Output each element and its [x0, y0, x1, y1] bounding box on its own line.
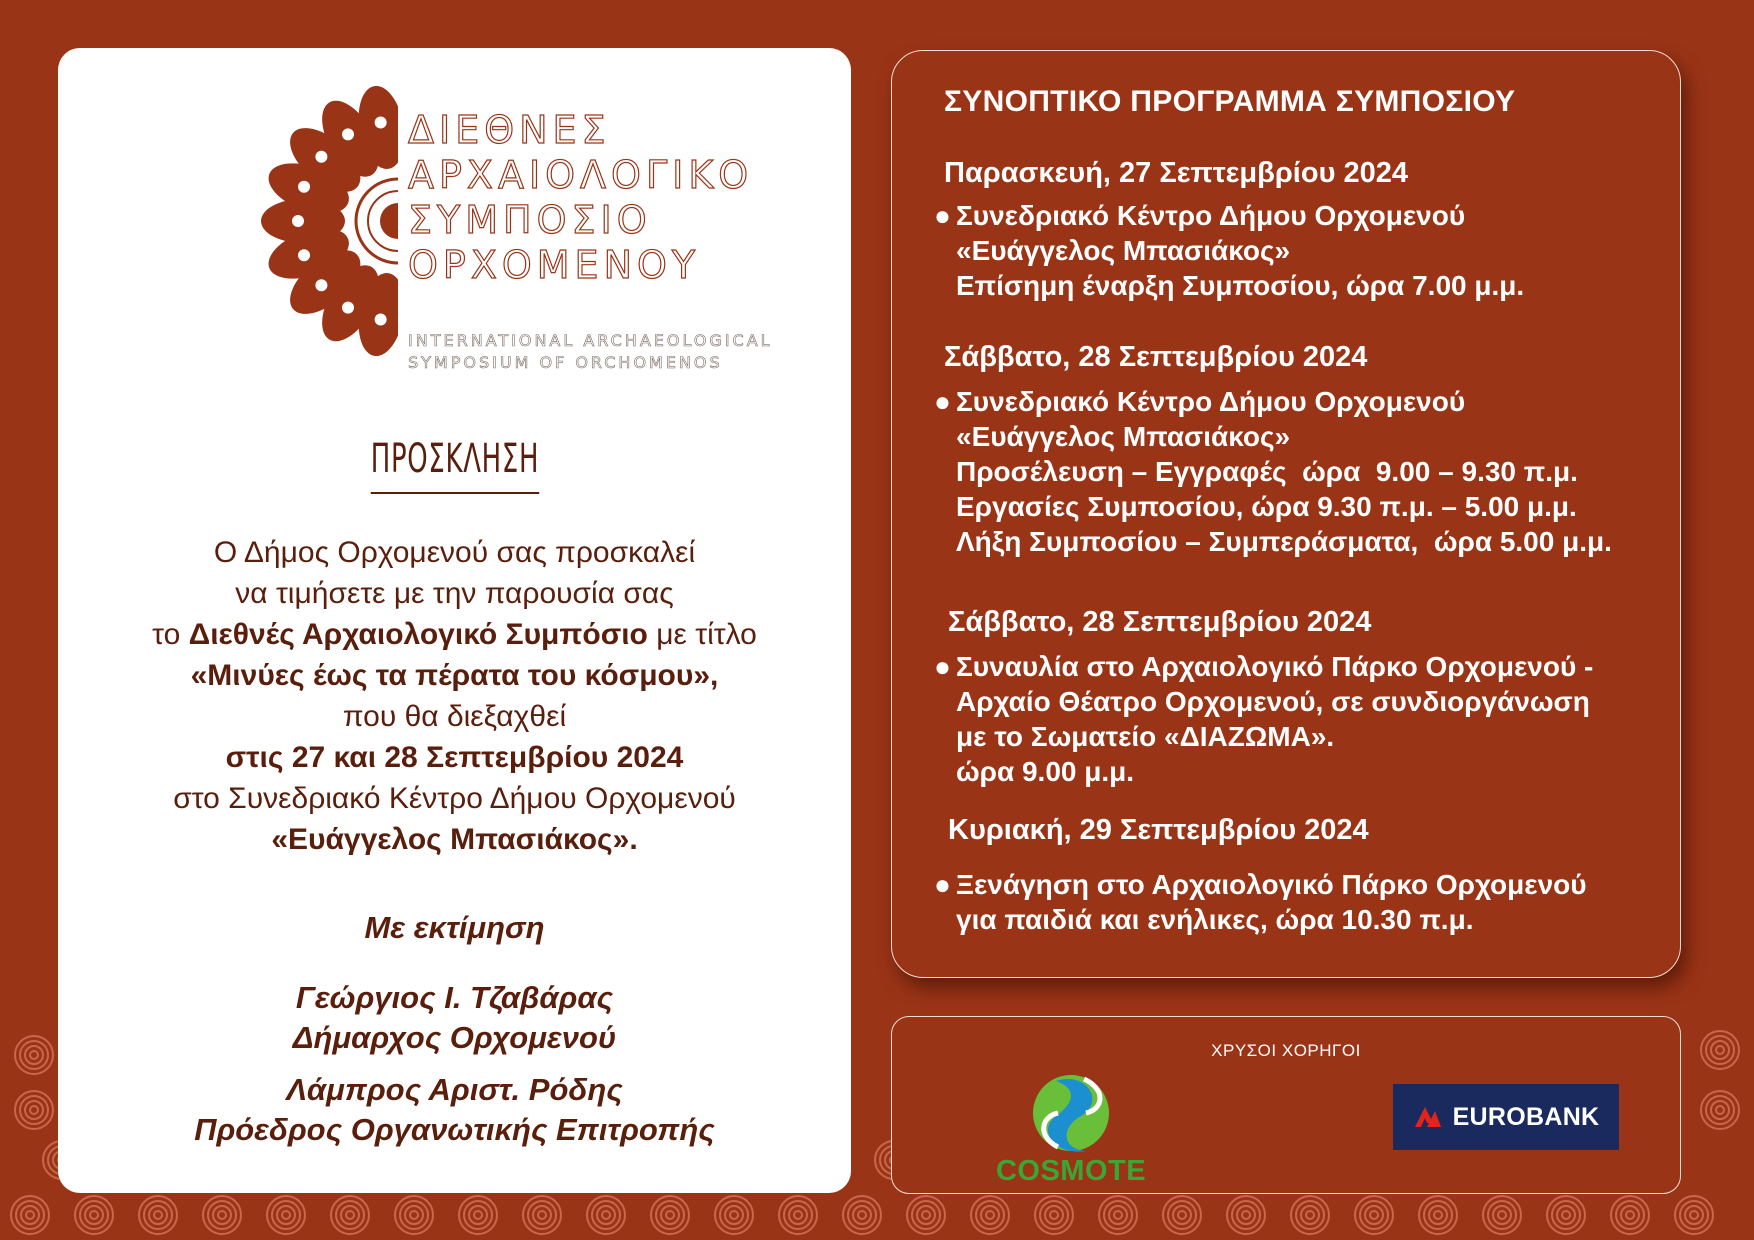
spiral-ornament	[1163, 1196, 1201, 1234]
spiral-ornament	[1483, 1196, 1521, 1234]
spiral-ornament	[267, 1196, 305, 1234]
signature-committee-president	[58, 1070, 851, 1150]
logo-petal-dot	[375, 313, 387, 325]
logo-petal-dot	[298, 249, 310, 261]
logo-petal-dot	[315, 151, 327, 163]
invitation-heading: ΠΡΟΣΚΛΗΣΗ	[370, 436, 538, 494]
invitation-heading-wrap	[58, 436, 851, 494]
spiral-ornament	[1547, 1196, 1585, 1234]
cosmote-logo	[986, 1061, 1156, 1187]
eurobank-mark-icon	[1413, 1105, 1443, 1129]
invitation-line: στο Συνεδριακό Κέντρο Δήμου Ορχομενού	[173, 782, 736, 815]
logo-greek-line: ΣΥΜΠΟΣΙΟ	[408, 198, 652, 242]
spiral-ornament	[459, 1196, 497, 1234]
logo-greek-title	[408, 108, 753, 288]
invitation-text-span: με τίτλο	[647, 618, 757, 651]
signature-mayor	[58, 978, 851, 1058]
program-line: Συνεδριακό Κέντρο Δήμου Ορχομενού	[956, 386, 1466, 417]
program-line: Εργασίες Συμποσίου, ώρα 9.30 π.μ. – 5.00 μ.μ.	[956, 491, 1577, 522]
signer-role: Πρόεδρος Οργανωτικής Επιτροπής	[194, 1112, 715, 1147]
sponsors-title: ΧΡΥΣΟΙ ΧΟΡΗΓΟΙ	[1211, 1041, 1361, 1060]
spiral-ornament	[15, 1036, 53, 1074]
signer-name: Λάμπρος Αριστ. Ρόδης	[286, 1072, 623, 1107]
spiral-ornament	[203, 1196, 241, 1234]
signer-name: Γεώργιος Ι. Τζαβάρας	[295, 980, 614, 1015]
spiral-ornament	[1701, 1031, 1739, 1069]
program-line: Συνεδριακό Κέντρο Δήμου Ορχομενού	[956, 200, 1466, 231]
spiral-ornament	[331, 1196, 369, 1234]
spiral-ornament	[1701, 1091, 1739, 1129]
spiral-ornament	[651, 1196, 689, 1234]
eurobank-logo	[1393, 1084, 1619, 1150]
program-line: Αρχαίο Θέατρο Ορχομενού, σε συνδιοργάνωση	[956, 686, 1590, 717]
symposium-dates: στις 27 και 28 Σεπτεμβρίου 2024	[225, 741, 684, 774]
program-line: Επίσημη έναρξη Συμποσίου, ώρα 7.00 μ.μ.	[956, 270, 1525, 301]
spiral-ornament	[843, 1196, 881, 1234]
invitation-line	[58, 655, 851, 696]
program-line: ώρα 9.00 μ.μ.	[956, 756, 1135, 787]
invitation-line: που θα διεξαχθεί	[342, 700, 567, 733]
logo-english-title	[408, 330, 773, 374]
spiral-ornament	[395, 1196, 433, 1234]
logo-english-line: SYMPOSIUM OF ORCHOMENOS	[408, 353, 723, 372]
bullet-icon: ●	[934, 200, 951, 231]
logo-english-line: INTERNATIONAL ARCHAEOLOGICAL	[408, 331, 773, 350]
invitation-text-span: το	[152, 618, 189, 651]
spiral-ornament	[1611, 1196, 1649, 1234]
invitation-line	[58, 614, 851, 655]
program-title: ΣΥΝΟΠΤΙΚΟ ΠΡΟΓΡΑΜΜΑ ΣΥΜΠΟΣΙΟΥ	[944, 85, 1516, 118]
program-day-date: Σάββατο, 28 Σεπτεμβρίου 2024	[948, 606, 1372, 638]
program-day-date: Σάββατο, 28 Σεπτεμβρίου 2024	[944, 341, 1368, 373]
spiral-ornament	[1291, 1196, 1329, 1234]
eurobank-wordmark: EUROBANK	[1452, 1102, 1600, 1131]
program-line: για παιδιά και ενήλικες, ώρα 10.30 π.μ.	[956, 904, 1474, 935]
symposium-name: Διεθνές Αρχαιολογικό Συμπόσιο	[188, 618, 648, 651]
bullet-icon: ●	[934, 386, 951, 417]
program-line: Προσέλευση – Εγγραφές ώρα 9.00 – 9.30 π.μ.	[956, 456, 1578, 487]
program-line: «Ευάγγελος Μπασιάκος»	[956, 421, 1291, 452]
spiral-ornament	[1675, 1196, 1713, 1234]
spiral-ornament	[1099, 1196, 1137, 1234]
program-line: Ξενάγηση στο Αρχαιολογικό Πάρκο Ορχομενού	[956, 869, 1587, 900]
logo-petal-dot	[375, 117, 387, 129]
sunburst-logo-icon	[248, 76, 398, 366]
program-day-date: Παρασκευή, 27 Σεπτεμβρίου 2024	[944, 157, 1409, 189]
symposium-logo	[248, 76, 788, 376]
cosmote-swirl-icon	[986, 1061, 1156, 1161]
spiral-ornament	[523, 1196, 561, 1234]
logo-petal-dot	[342, 302, 354, 314]
program-line: «Ευάγγελος Μπασιάκος»	[956, 235, 1291, 266]
spiral-ornament	[15, 1091, 53, 1129]
invitation-text	[58, 532, 851, 860]
logo-petal-dot	[342, 128, 354, 140]
program-line: με το Σωματείο «ΔΙΑΖΩΜΑ».	[956, 721, 1335, 752]
logo-petal-dot	[298, 181, 310, 193]
bullet-icon: ●	[934, 651, 951, 682]
logo-petal-dot	[315, 279, 327, 291]
spiral-ornament	[587, 1196, 625, 1234]
program-line: Συναυλία στο Αρχαιολογικό Πάρκο Ορχομενού -	[956, 651, 1594, 682]
spiral-ornament	[1355, 1196, 1393, 1234]
sponsors-card	[891, 1016, 1681, 1194]
logo-petal-dot	[292, 215, 304, 227]
spiral-ornament	[907, 1196, 945, 1234]
logo-greek-line: ΑΡΧΑΙΟΛΟΓΙΚΟ	[408, 153, 754, 197]
logo-greek-line: ΔΙΕΘΝΕΣ	[408, 108, 611, 152]
invitation-line: να τιμήσετε με την παρουσία σας	[235, 577, 674, 610]
regards-text: Με εκτίμηση	[364, 910, 545, 945]
symposium-title: «Μινύες έως τα πέρατα του κόσμου»,	[190, 659, 719, 692]
spiral-ornament	[75, 1196, 113, 1234]
spiral-ornament	[1227, 1196, 1265, 1234]
spiral-ornament	[1035, 1196, 1073, 1234]
bullet-icon: ●	[934, 869, 951, 900]
spiral-ornament	[779, 1196, 817, 1234]
program-day-date: Κυριακή, 29 Σεπτεμβρίου 2024	[948, 814, 1369, 846]
program-card	[891, 50, 1681, 978]
spiral-ornament	[139, 1196, 177, 1234]
program-line: Λήξη Συμποσίου – Συμπεράσματα, ώρα 5.00 μ.μ.	[956, 526, 1612, 557]
spiral-ornament	[11, 1196, 49, 1234]
invitation-line: Ο Δήμος Ορχομενού σας προσκαλεί	[213, 536, 696, 569]
signer-role: Δήμαρχος Ορχομενού	[292, 1020, 617, 1055]
invitation-card	[58, 48, 851, 1193]
spiral-ornament	[715, 1196, 753, 1234]
invitation-line	[58, 737, 851, 778]
cosmote-wordmark: COSMOTE	[995, 1155, 1147, 1187]
invitation-line	[58, 819, 851, 860]
spiral-ornament	[1419, 1196, 1457, 1234]
spiral-ornament	[971, 1196, 1009, 1234]
logo-greek-line: ΟΡΧΟΜΕΝΟΥ	[408, 243, 701, 287]
venue-name: «Ευάγγελος Μπασιάκος».	[271, 823, 638, 856]
